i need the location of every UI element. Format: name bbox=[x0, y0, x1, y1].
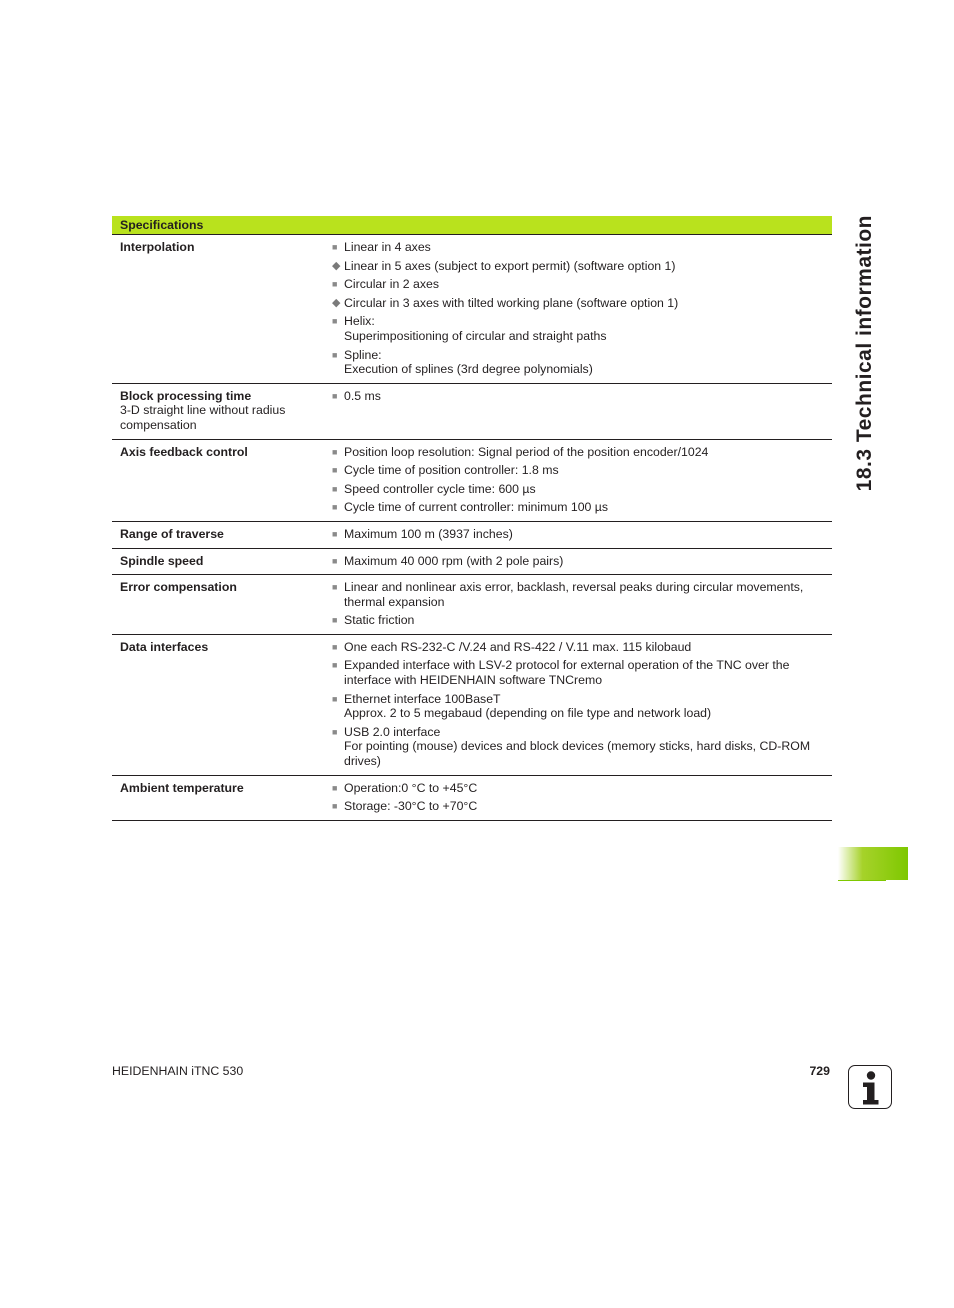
row-items-cell bbox=[322, 634, 832, 775]
square-bullet-icon: ■ bbox=[332, 641, 338, 652]
row-label-cell bbox=[112, 439, 322, 521]
diamond-bullet-icon: ◆ bbox=[332, 296, 341, 309]
table-row bbox=[112, 634, 832, 775]
list-item-text: Linear and nonlinear axis error, backlash, reversal peaks during circular movements, thermal expansion bbox=[344, 580, 804, 609]
row-items-cell bbox=[322, 521, 832, 548]
chapter-tab-underline bbox=[838, 880, 886, 881]
square-bullet-icon: ■ bbox=[332, 390, 338, 401]
list-item-text: Static friction bbox=[344, 613, 415, 628]
list-item bbox=[332, 482, 832, 497]
list-item bbox=[332, 348, 832, 377]
list-item-text: Cycle time of position controller: 1.8 ms bbox=[344, 463, 559, 478]
list-item bbox=[332, 259, 832, 274]
row-label: Data interfaces bbox=[120, 639, 209, 654]
square-bullet-icon: ■ bbox=[332, 483, 338, 494]
list-item bbox=[332, 277, 832, 292]
list-item bbox=[332, 314, 832, 343]
list-item bbox=[332, 463, 832, 478]
list-item bbox=[332, 692, 832, 721]
row-label-cell bbox=[112, 548, 322, 575]
list-item-text: Circular in 2 axes bbox=[344, 277, 439, 292]
row-items-cell bbox=[322, 439, 832, 521]
list-item bbox=[332, 725, 832, 769]
table-header: Specifications bbox=[112, 216, 832, 235]
row-label-cell bbox=[112, 235, 322, 384]
row-label: Interpolation bbox=[120, 240, 195, 254]
table-row bbox=[112, 775, 832, 820]
list-item-text: Cycle time of current controller: minimum 100 µs bbox=[344, 500, 609, 515]
row-items-cell bbox=[322, 575, 832, 635]
square-bullet-icon: ■ bbox=[332, 465, 338, 476]
list-item-text: Position loop resolution: Signal period of the position encoder/1024 bbox=[344, 444, 709, 459]
square-bullet-icon: ■ bbox=[332, 502, 338, 513]
list-item-text: Linear in 4 axes bbox=[344, 240, 431, 254]
side-chapter-title-text: 18.3 Technical information bbox=[853, 215, 876, 492]
list-item bbox=[332, 640, 832, 655]
square-bullet-icon: ■ bbox=[332, 726, 338, 737]
table-row bbox=[112, 575, 832, 635]
list-item bbox=[332, 658, 832, 687]
square-bullet-icon: ■ bbox=[332, 279, 338, 290]
diamond-bullet-icon: ◆ bbox=[332, 259, 341, 272]
list-item-text: Maximum 40 000 rpm (with 2 pole pairs) bbox=[344, 553, 564, 568]
square-bullet-icon: ■ bbox=[332, 349, 338, 360]
square-bullet-icon: ■ bbox=[332, 693, 338, 704]
side-chapter-title bbox=[852, 215, 878, 495]
list-item bbox=[332, 554, 832, 569]
row-label-cell bbox=[112, 634, 322, 775]
row-label-cell bbox=[112, 775, 322, 820]
row-sublabel: 3-D straight line without radius compensation bbox=[120, 403, 286, 432]
square-bullet-icon: ■ bbox=[332, 660, 338, 671]
square-bullet-icon: ■ bbox=[332, 242, 338, 252]
list-item-text: Storage: -30°C to +70°C bbox=[344, 799, 478, 814]
row-label: Block processing time bbox=[120, 388, 252, 403]
list-item bbox=[332, 799, 832, 814]
list-item-text: Spline: Execution of splines (3rd degree polynomials) bbox=[344, 347, 593, 377]
row-label: Error compensation bbox=[120, 580, 237, 595]
table-row bbox=[112, 383, 832, 439]
list-item-text: 0.5 ms bbox=[344, 388, 381, 403]
list-item-text: Ethernet interface 100BaseT Approx. 2 to 5 megabaud (depending on file type and network load) bbox=[344, 691, 712, 721]
table-row bbox=[112, 439, 832, 521]
list-item bbox=[332, 781, 832, 796]
list-item-text: Expanded interface with LSV-2 protocol for external operation of the TNC over the interface with HEIDENHAIN software TNCremo bbox=[344, 658, 790, 688]
row-label: Range of traverse bbox=[120, 526, 224, 541]
list-item bbox=[332, 580, 832, 609]
footer-page-number: 729 bbox=[809, 1064, 830, 1078]
info-icon bbox=[848, 1065, 892, 1109]
table-body bbox=[112, 235, 832, 821]
row-items-cell bbox=[322, 548, 832, 575]
list-item bbox=[332, 445, 832, 460]
square-bullet-icon: ■ bbox=[332, 528, 338, 539]
list-item-text: Maximum 100 m (3937 inches) bbox=[344, 526, 513, 541]
square-bullet-icon: ■ bbox=[332, 801, 338, 812]
list-item-text: Speed controller cycle time: 600 µs bbox=[344, 481, 536, 496]
row-label: Ambient temperature bbox=[120, 780, 244, 795]
row-items-cell bbox=[322, 235, 832, 384]
row-label: Axis feedback control bbox=[120, 444, 248, 459]
row-label: Spindle speed bbox=[120, 553, 204, 568]
square-bullet-icon: ■ bbox=[332, 582, 338, 593]
row-items-cell bbox=[322, 383, 832, 439]
square-bullet-icon: ■ bbox=[332, 555, 338, 566]
list-item bbox=[332, 240, 832, 255]
list-item-text: One each RS-232-C /V.24 and RS-422 / V.11 max. 115 kilobaud bbox=[344, 639, 692, 654]
list-item-text: Linear in 5 axes (subject to export permit) (software option 1) bbox=[344, 258, 676, 273]
list-item-text: Circular in 3 axes with tilted working plane (software option 1) bbox=[344, 295, 679, 310]
table-row bbox=[112, 235, 832, 384]
row-label-cell bbox=[112, 521, 322, 548]
table-header-row bbox=[112, 216, 832, 235]
list-item bbox=[332, 296, 832, 311]
square-bullet-icon: ■ bbox=[332, 615, 338, 626]
square-bullet-icon: ■ bbox=[332, 316, 338, 327]
list-item-text: USB 2.0 interface For pointing (mouse) devices and block devices (memory sticks, hard disks, CD-ROM drives) bbox=[344, 724, 811, 769]
list-item bbox=[332, 389, 832, 404]
row-label-cell bbox=[112, 575, 322, 635]
list-item bbox=[332, 527, 832, 542]
table-row bbox=[112, 521, 832, 548]
specifications-table bbox=[112, 216, 832, 821]
row-label-cell bbox=[112, 383, 322, 439]
row-items-cell bbox=[322, 775, 832, 820]
footer-product-name: HEIDENHAIN iTNC 530 bbox=[112, 1064, 244, 1078]
list-item-text: Helix: Superimpositioning of circular and straight paths bbox=[344, 314, 607, 343]
list-item bbox=[332, 613, 832, 628]
list-item-text: Operation:0 °C to +45°C bbox=[344, 780, 478, 795]
table-row bbox=[112, 548, 832, 575]
chapter-tab-marker bbox=[838, 847, 908, 880]
list-item bbox=[332, 500, 832, 515]
square-bullet-icon: ■ bbox=[332, 446, 338, 457]
square-bullet-icon: ■ bbox=[332, 782, 338, 793]
